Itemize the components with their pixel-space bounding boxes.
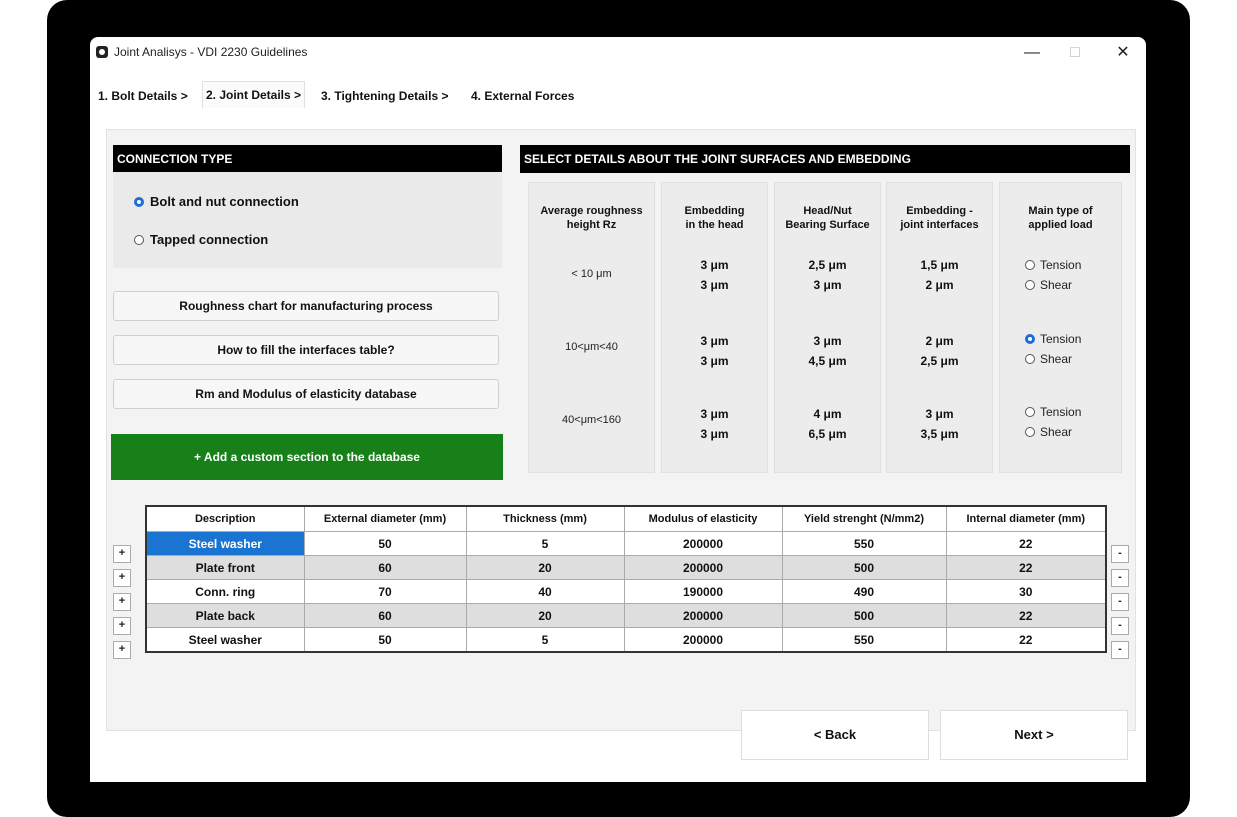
surfaces-header: SELECT DETAILS ABOUT THE JOINT SURFACES AND EMBEDDING xyxy=(520,145,1130,173)
table-cell[interactable]: 50 xyxy=(304,628,466,653)
header-thickness: Thickness (mm) xyxy=(466,506,624,532)
tab-bolt-details[interactable]: 1. Bolt Details > xyxy=(98,89,188,103)
table-row xyxy=(146,580,1106,604)
radio-unselected-icon xyxy=(1025,354,1035,364)
table-cell[interactable]: 490 xyxy=(782,580,946,604)
remove-row-button[interactable]: - xyxy=(1111,617,1129,635)
radio-label: Tapped connection xyxy=(150,232,269,247)
radio-shear-row-2[interactable] xyxy=(1025,352,1072,366)
table-cell[interactable]: 22 xyxy=(946,628,1106,653)
roughness-chart-button[interactable]: Roughness chart for manufacturing process xyxy=(113,291,499,321)
joint-row-1: 1,5 μm 2 μm xyxy=(920,258,959,292)
radio-label: Shear xyxy=(1040,352,1073,366)
radio-tension-row-3[interactable] xyxy=(1025,405,1081,419)
bearing-row-3: 4 μm 6,5 μm xyxy=(808,407,847,441)
joint-row-3: 3 μm 3,5 μm xyxy=(920,407,959,441)
radio-selected-icon xyxy=(1025,334,1035,344)
table-cell[interactable]: 22 xyxy=(946,604,1106,628)
radio-tapped[interactable] xyxy=(134,232,268,247)
table-cell[interactable]: 200000 xyxy=(624,532,782,556)
remove-row-button[interactable]: - xyxy=(1111,641,1129,659)
fill-interfaces-button[interactable]: How to fill the interfaces table? xyxy=(113,335,499,365)
table-cell[interactable]: 20 xyxy=(466,604,624,628)
bearing-row-2: 3 μm 4,5 μm xyxy=(808,334,847,368)
header-embedding-head: Embedding in the head xyxy=(684,205,745,231)
bearing-row-1: 2,5 μm 3 μm xyxy=(808,258,847,292)
remove-row-button[interactable]: - xyxy=(1111,593,1129,611)
radio-unselected-icon xyxy=(1025,407,1035,417)
radio-label: Tension xyxy=(1040,405,1082,419)
radio-label: Tension xyxy=(1040,258,1082,272)
table-cell[interactable]: Conn. ring xyxy=(146,580,304,604)
table-cell[interactable]: 190000 xyxy=(624,580,782,604)
radio-label: Shear xyxy=(1040,425,1073,439)
header-description: Description xyxy=(146,506,304,532)
table-cell[interactable]: Plate back xyxy=(146,604,304,628)
app-icon xyxy=(96,46,108,58)
table-row xyxy=(146,556,1106,580)
add-row-button[interactable]: + xyxy=(113,593,131,611)
tab-external-forces[interactable]: 4. External Forces xyxy=(471,89,575,103)
radio-unselected-icon xyxy=(134,235,144,245)
add-row-button[interactable]: + xyxy=(113,641,131,659)
rm-modulus-database-button[interactable]: Rm and Modulus of elasticity database xyxy=(113,379,499,409)
table-cell[interactable]: 550 xyxy=(782,532,946,556)
table-cell[interactable]: 70 xyxy=(304,580,466,604)
radio-shear-row-3[interactable] xyxy=(1025,425,1072,439)
table-row xyxy=(146,604,1106,628)
radio-shear-row-1[interactable] xyxy=(1025,278,1072,292)
add-row-button[interactable]: + xyxy=(113,569,131,587)
connection-type-box xyxy=(113,172,502,268)
embedding-head-row-2: 3 μm 3 μm xyxy=(700,334,729,368)
table-cell[interactable]: 60 xyxy=(304,604,466,628)
radio-unselected-icon xyxy=(1025,427,1035,437)
table-cell[interactable]: 550 xyxy=(782,628,946,653)
title-bar xyxy=(90,37,1146,69)
table-cell[interactable]: 200000 xyxy=(624,556,782,580)
table-cell[interactable]: 22 xyxy=(946,532,1106,556)
table-cell[interactable]: 30 xyxy=(946,580,1106,604)
header-load: Main type of applied load xyxy=(1028,205,1093,231)
next-button[interactable]: Next > xyxy=(940,710,1128,760)
add-custom-section-button[interactable]: + Add a custom section to the database xyxy=(111,434,503,480)
close-button[interactable]: ✕ xyxy=(1116,44,1130,61)
radio-tension-row-2[interactable] xyxy=(1025,332,1081,346)
connection-type-header: CONNECTION TYPE xyxy=(113,145,502,173)
table-cell[interactable]: 200000 xyxy=(624,604,782,628)
embedding-head-row-1: 3 μm 3 μm xyxy=(700,258,729,292)
radio-unselected-icon xyxy=(1025,260,1035,270)
header-external-diameter: External diameter (mm) xyxy=(304,506,466,532)
table-row xyxy=(146,532,1106,556)
radio-label: Tension xyxy=(1040,332,1082,346)
table-cell[interactable]: 22 xyxy=(946,556,1106,580)
back-button[interactable]: < Back xyxy=(741,710,929,760)
radio-selected-icon xyxy=(134,197,144,207)
interfaces-table xyxy=(145,505,1107,653)
range-row-2: 10<μm<40 xyxy=(565,341,618,353)
table-cell[interactable]: 40 xyxy=(466,580,624,604)
table-cell[interactable]: 20 xyxy=(466,556,624,580)
header-internal-diameter: Internal diameter (mm) xyxy=(966,513,1086,525)
table-header-row xyxy=(146,506,1106,532)
radio-bolt-nut[interactable] xyxy=(134,194,299,209)
header-bearing: Head/Nut Bearing Surface xyxy=(785,205,870,231)
range-row-1: < 10 μm xyxy=(571,268,612,280)
table-cell[interactable]: Steel washer xyxy=(146,628,304,653)
header-joint: Embedding - joint interfaces xyxy=(900,205,979,231)
tab-joint-details[interactable]: 2. Joint Details > xyxy=(202,81,305,108)
add-row-button[interactable]: + xyxy=(113,617,131,635)
remove-row-button[interactable]: - xyxy=(1111,569,1129,587)
add-row-button[interactable]: + xyxy=(113,545,131,563)
table-cell[interactable]: 200000 xyxy=(624,628,782,653)
range-row-3: 40<μm<160 xyxy=(562,414,621,426)
table-cell[interactable]: Steel washer xyxy=(146,532,304,556)
remove-row-button[interactable]: - xyxy=(1111,545,1129,563)
table-cell[interactable]: 500 xyxy=(782,556,946,580)
header-modulus: Modulus of elasticity xyxy=(624,506,782,532)
joint-row-2: 2 μm 2,5 μm xyxy=(920,334,959,368)
table-cell[interactable]: 5 xyxy=(466,628,624,653)
tab-tightening-details[interactable]: 3. Tightening Details > xyxy=(321,89,449,103)
radio-label: Bolt and nut connection xyxy=(150,194,299,209)
header-roughness: Average roughness height Rz xyxy=(540,205,643,231)
table-cell[interactable]: 500 xyxy=(782,604,946,628)
radio-tension-row-1[interactable] xyxy=(1025,258,1081,272)
app-window xyxy=(90,37,1146,782)
table-cell[interactable]: 60 xyxy=(304,556,466,580)
minimize-button[interactable]: — xyxy=(1024,44,1040,61)
header-yield: Yield strenght (N/mm2) xyxy=(782,506,946,532)
table-row xyxy=(146,628,1106,653)
window-title: Joint Analisys - VDI 2230 Guidelines xyxy=(114,45,308,59)
table-cell[interactable]: Plate front xyxy=(146,556,304,580)
embedding-head-row-3: 3 μm 3 μm xyxy=(700,407,729,441)
table-cell[interactable]: 50 xyxy=(304,532,466,556)
radio-label: Shear xyxy=(1040,278,1073,292)
maximize-button[interactable]: □ xyxy=(1070,44,1080,61)
tab-bar xyxy=(90,81,1146,107)
radio-unselected-icon xyxy=(1025,280,1035,290)
table-cell[interactable]: 5 xyxy=(466,532,624,556)
